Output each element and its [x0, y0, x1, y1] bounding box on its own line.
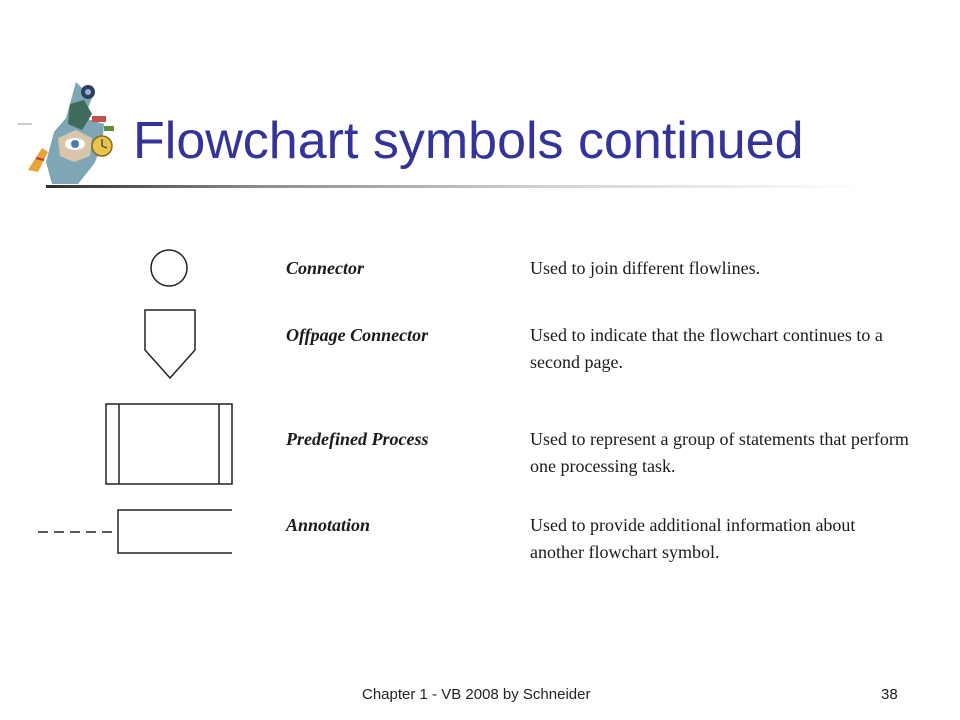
connector-description: Used to join different flowlines.: [530, 258, 761, 278]
offpage-connector-name: Offpage Connector: [286, 325, 429, 345]
slide-footer: Chapter 1 - VB 2008 by Schneider: [362, 686, 591, 703]
page-number: 38: [881, 686, 898, 703]
predefined-process-description: Used to represent a group of statements that perform one processing task.: [530, 429, 909, 476]
offpage-connector-symbol: [140, 308, 200, 384]
connector-symbol: [148, 247, 190, 289]
annotation-symbol: [36, 506, 236, 558]
offpage-connector-description: Used to indicate that the flowchart continues to a second page.: [530, 325, 883, 372]
predefined-process-symbol: [104, 402, 236, 486]
title-divider: [46, 185, 866, 188]
predefined-process-name: Predefined Process: [286, 429, 429, 449]
clipart-logo: [18, 72, 136, 190]
slide-title: Flowchart symbols continued: [133, 112, 804, 170]
annotation-description: Used to provide additional information about another flowchart symbol.: [530, 515, 856, 562]
connector-name: Connector: [286, 258, 365, 278]
annotation-name: Annotation: [286, 515, 371, 535]
